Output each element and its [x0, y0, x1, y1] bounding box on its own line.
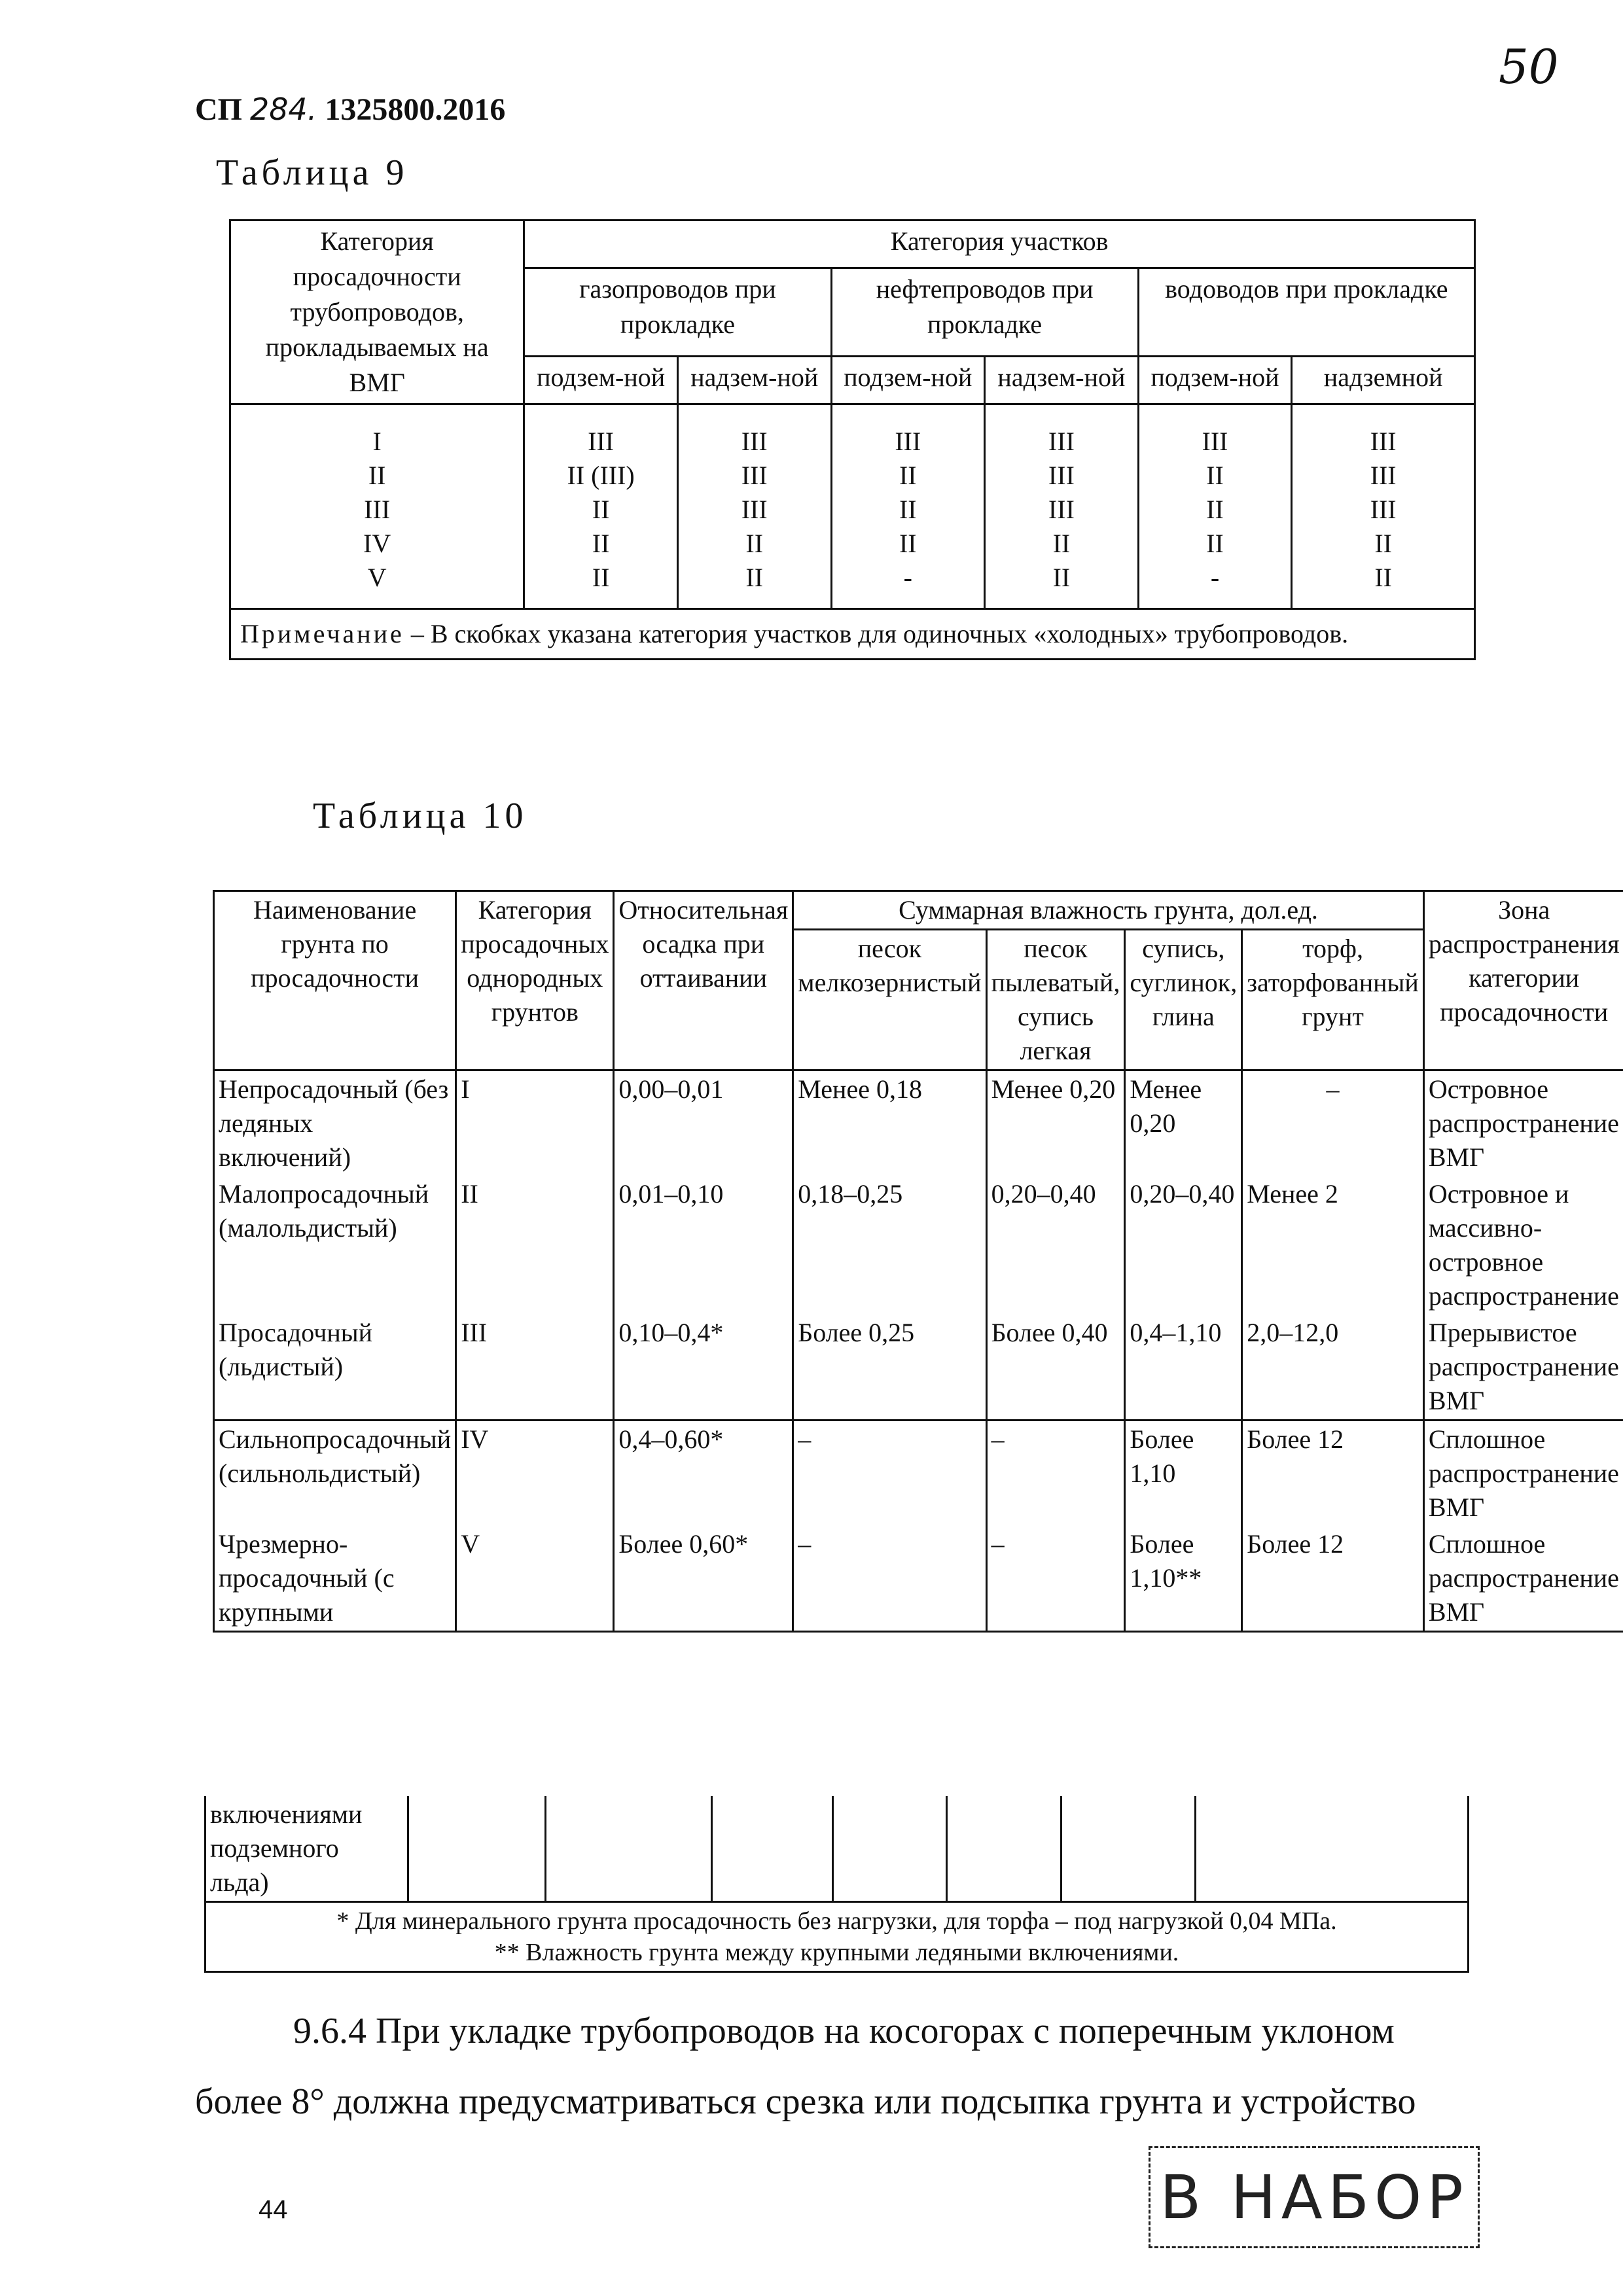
cell-empty: [712, 1796, 833, 1902]
cell-category: II: [456, 1176, 614, 1315]
cell-sand-dust: Менее 0,20: [986, 1070, 1125, 1176]
cell-sand-fine: –: [793, 1526, 986, 1632]
cell-loam: Более 1,10: [1125, 1421, 1242, 1527]
table10-header-name: Наименование грунта по просадочности: [214, 891, 456, 1070]
stamp: В НАБОР: [1149, 2146, 1480, 2248]
cell-loam: 0,20–0,40: [1125, 1176, 1242, 1315]
table9-col-gas-above: III III III II II: [677, 404, 831, 609]
table9-col-gas-under: III II (III) II II II: [524, 404, 678, 609]
table-10-continuation: [204, 1796, 1469, 1973]
footnote-1: * Для минерального грунта просадочность без нагрузки, для торфа – под нагрузкой 0,04 МПа.: [336, 1907, 1337, 1935]
table9-group-gas: газопроводов при прокладке: [524, 268, 831, 356]
table9-caption: Таблица 9: [216, 152, 408, 193]
table-row: [214, 1421, 1623, 1527]
table10-header-moisture: Суммарная влажность грунта, дол.ед.: [793, 891, 1424, 930]
cell-sand-dust: –: [986, 1421, 1125, 1527]
cell-name: Малопросадочный (малольдистый): [214, 1176, 456, 1315]
doc-designation: [195, 92, 505, 128]
cell-empty: [1195, 1796, 1468, 1902]
cell-zone: Сплошное распространение ВМГ: [1423, 1421, 1623, 1527]
paragraph-line-1: 9.6.4 При укладке трубопроводов на косогорах с поперечным уклоном: [293, 2011, 1395, 2051]
table-row: [214, 1315, 1623, 1421]
table9-col-water-under: III II II II -: [1138, 404, 1292, 609]
table9-sub-header: подзем-ной: [831, 356, 985, 404]
cell-empty: [408, 1796, 545, 1902]
table9-header-category: Категория просадочности трубопроводов, прокладываемых на ВМГ: [230, 221, 524, 404]
cell-zone: Островное и массивно-островное распространение: [1423, 1176, 1623, 1315]
cell-sand-dust: –: [986, 1526, 1125, 1632]
cell-peat: Более 12: [1242, 1526, 1424, 1632]
cell-name-continued: включениями подземного льда): [205, 1796, 408, 1902]
cell-peat: Более 12: [1242, 1421, 1424, 1527]
table9-sub-header: подзем-ной: [524, 356, 678, 404]
cell-relative: 0,10–0,4*: [614, 1315, 793, 1421]
note-label: Примечание: [240, 619, 404, 648]
cell-zone: Островное распространение ВМГ: [1423, 1070, 1623, 1176]
cell-relative: 0,00–0,01: [614, 1070, 793, 1176]
table10-header-loam: супись, суглинок, глина: [1125, 930, 1242, 1070]
table9-sub-header: надзем-ной: [985, 356, 1139, 404]
cell-empty: [1061, 1796, 1196, 1902]
cell-loam: 0,4–1,10: [1125, 1315, 1242, 1421]
footnote-2: ** Влажность грунта между крупными ледяными включениями.: [494, 1939, 1179, 1966]
note-text: – В скобках указана категория участков для одиночных «холодных» трубопроводов.: [404, 619, 1349, 648]
table10-header-sand-dust: песок пылеватый, супись легкая: [986, 930, 1125, 1070]
cell-name: Чрезмерно-просадочный (с крупными: [214, 1526, 456, 1632]
cell-peat: 2,0–12,0: [1242, 1315, 1424, 1421]
table10-header-relative: Относительная осадка при оттаивании: [614, 891, 793, 1070]
paragraph-line-2: более 8° должна предусматриваться срезка или подсыпка грунта и устройство: [195, 2081, 1416, 2122]
handwritten-page-mark: 50: [1499, 39, 1559, 94]
table-9: [229, 219, 1476, 660]
table9-sub-header: подзем-ной: [1138, 356, 1292, 404]
table9-note: [230, 609, 1475, 660]
cell-empty: [832, 1796, 947, 1902]
cell-category: III: [456, 1315, 614, 1421]
table10-header-sand-fine: песок мелкозернистый: [793, 930, 986, 1070]
cell-category: V: [456, 1526, 614, 1632]
cell-sand-fine: Менее 0,18: [793, 1070, 986, 1176]
table9-sub-header: надзем-ной: [677, 356, 831, 404]
doc-number: 1325800.2016: [325, 92, 506, 127]
cell-name: Непросадочный (без ледяных включений): [214, 1070, 456, 1176]
cell-sand-dust: Более 0,40: [986, 1315, 1125, 1421]
doc-prefix: СП: [195, 92, 242, 127]
table10-caption: Таблица 10: [313, 796, 527, 836]
cell-empty: [947, 1796, 1061, 1902]
cell-category: I: [456, 1070, 614, 1176]
cell-peat: Менее 2: [1242, 1176, 1424, 1315]
table9-group-oil: нефтепроводов при прокладке: [831, 268, 1138, 356]
cell-relative: 0,4–0,60*: [614, 1421, 793, 1527]
table9-col-oil-under: III II II II -: [831, 404, 985, 609]
cell-zone: Прерывистое распространение ВМГ: [1423, 1315, 1623, 1421]
cell-sand-fine: 0,18–0,25: [793, 1176, 986, 1315]
cell-zone: Сплошное распространение ВМГ: [1423, 1526, 1623, 1632]
table9-col-oil-above: III III III II II: [985, 404, 1139, 609]
cell-relative: 0,01–0,10: [614, 1176, 793, 1315]
table-10: [213, 890, 1623, 1633]
table9-group-water: водоводов при прокладке: [1138, 268, 1474, 356]
cell-name: Просадочный (льдистый): [214, 1315, 456, 1421]
table9-col-category: I II III IV V: [230, 404, 524, 609]
table-row: [205, 1796, 1469, 1902]
cell-peat: –: [1242, 1070, 1424, 1176]
doc-handwritten-number: 284.: [250, 92, 317, 127]
cell-sand-fine: Более 0,25: [793, 1315, 986, 1421]
table10-footnotes: [205, 1902, 1469, 1972]
cell-sand-fine: –: [793, 1421, 986, 1527]
table9-header-sections: Категория участков: [524, 221, 1475, 268]
table9-sub-header: надземной: [1292, 356, 1475, 404]
cell-name: Сильнопросадочный (сильнольдистый): [214, 1421, 456, 1527]
cell-loam: Более 1,10**: [1125, 1526, 1242, 1632]
page-number: 44: [259, 2195, 288, 2224]
table10-header-zone: Зона распространения категории просадочности: [1423, 891, 1623, 1070]
table9-col-water-above: III III III II II: [1292, 404, 1475, 609]
cell-empty: [545, 1796, 712, 1902]
cell-category: IV: [456, 1421, 614, 1527]
table-row: [214, 1070, 1623, 1176]
table-row: [214, 1176, 1623, 1315]
cell-loam: Менее 0,20: [1125, 1070, 1242, 1176]
cell-relative: Более 0,60*: [614, 1526, 793, 1632]
table10-header-peat: торф, заторфованный грунт: [1242, 930, 1424, 1070]
cell-sand-dust: 0,20–0,40: [986, 1176, 1125, 1315]
table10-header-category: Категория просадочных однородных грунтов: [456, 891, 614, 1070]
table-row: [214, 1526, 1623, 1632]
